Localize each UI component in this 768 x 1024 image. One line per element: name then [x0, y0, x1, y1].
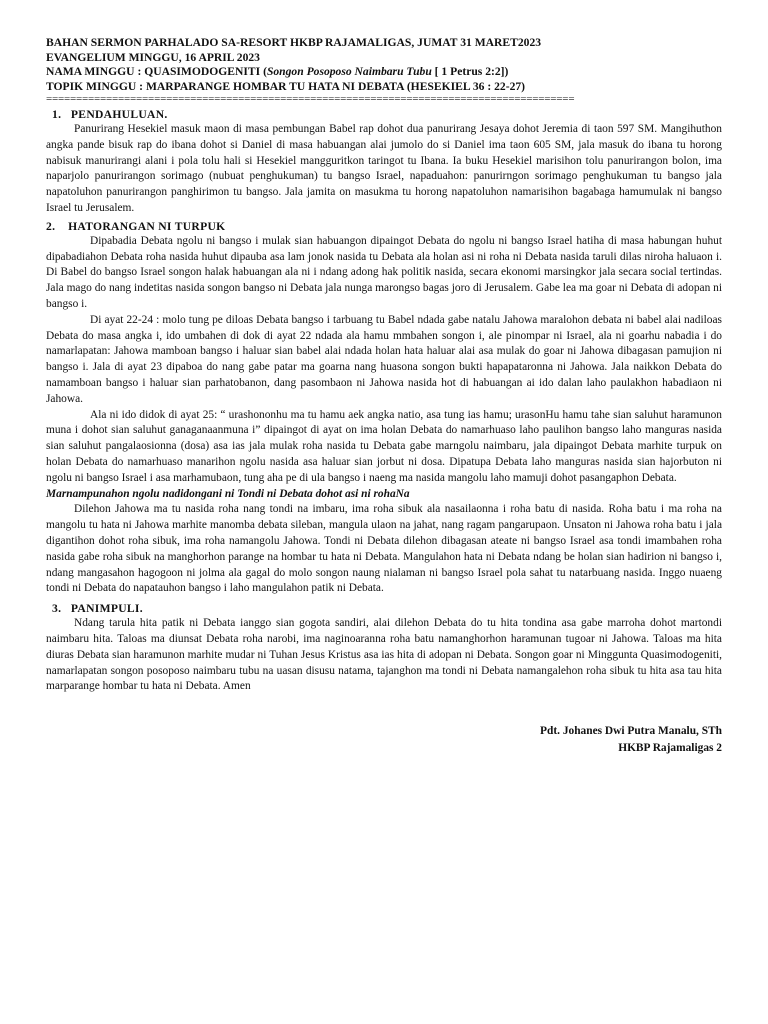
section-heading — [46, 107, 722, 122]
signature-block — [46, 723, 722, 757]
header-line-1: BAHAN SERMON PARHALADO SA-RESORT HKBP RAJAMALIGAS, JUMAT 31 MARET2023 — [46, 36, 542, 49]
section-title: PANIMPULI. — [70, 602, 143, 616]
section-pendahuluan — [46, 107, 722, 217]
signature-church: HKBP Rajamaligas 2 — [618, 742, 722, 755]
paragraph: Ala ni ido didok di ayat 25: “ urashononhu ma tu hamu aek angka natio, asa tung ias hamu; urasonHu hamu tahe sian saluhut haramunon muna i dohot sian saluhut ganaganaanmuna i” dipaingot di ayat on ima holan Debata do namarhuaso laho paulihon bangso laho manguras nasida sian saluhut pangalaosionna (dosa) asa ias jala mulak roha nasida tu Debata gabe marngolu naimbaru, jala dipaingot Debata marhite turpuk on holan Debata do namarhuaso manarihon ngolu nasida asa haluar sian jorbut ni dosa. Dipatupa Debata laho manguras nasida sian hajorbuton ni ngolu ni bangso Israel i asa marhamubaon, tung aha pe di ula bangso i naeng ma nasida mangolu laho mamuji dohot pasangaphon Debata. — [46, 408, 722, 484]
signature-name: Pdt. Johanes Dwi Putra Manalu, STh — [540, 725, 722, 738]
header-line-3 — [46, 65, 722, 80]
section-number: 2. — [46, 219, 56, 233]
paragraph: Dilehon Jahowa ma tu nasida roha nang tondi na imbaru, ima roha sibuk ala nasailaonna i roha batu di nasida. Roha batu i ma roha na mangolu tu hata ni Jahowa marhite manomba debata sileban, mangula ulaon na jahat, nang ragam pangarupaon. Unsaton ni Jahowa roha batu i jala digantihon dohot roha sibuk, ima roha namangolu Jahowa. Tondi ni Debata dilehon dibagasan ateate ni bangso Israel asa tondi imambahen roha nasida gabe roha sibuk na manghorhon parange na hombar tu hata ni Debata. Mangulahon hata ni Debata ndang be holan sian hadirion ni bangso i, ndang mangasahon hagogoon ni jolma ala gagal do molo songon naung nialaman ni bangso Israel pola sahat tu natarbuang nasida. Inggo nuaeng tondi ni Debata do napatauhon bangso i laho mangulahon patik ni Debata. — [46, 503, 722, 595]
section-title: PENDAHULUAN. — [70, 108, 168, 121]
subheading: Marnampunahon ngolu nadidongani ni Tondi ni Debata dohot asi ni rohaNa — [46, 487, 410, 500]
paragraph: Panurirang Hesekiel masuk maon di masa pembungan Babel rap dohot dua panurirang Jesaya dohot Jeremia di taon 597 SM. Mangihuthon angka pande bisuk rap do ibana dohot si Daniel di masa habuangan alai jumolo do si Daniel ima taon 605 SM, jala masuk do ibana tu horong nabisuk manurirangi alani i pola tolu hali si Hesekiel mangguritkon taringot tu Ibana. Ia buku Hesekiel marisihon tolu panurirangon bolon, ima naparjolo panurirangon sorimago (nubuat penghukuman) tu bangso Israel, napaduahon: panurirngon sorimago penghukuman tu bangso jala napatoluhon panurirangon panghirimon tu bangso. Jala jamita on masukma tu horong napatoluhon namarisihon bagabaga hamumulak ni bangso Israel tu Jerusalem. — [46, 123, 722, 214]
section-heading — [46, 601, 722, 616]
header-line-2: EVANGELIUM MINGGU, 16 APRIL 2023 — [46, 50, 260, 64]
header-line-3-end: [ 1 Petrus 2:2]) — [431, 65, 509, 78]
header-line-3-italic: Songon Posoposo Naimbaru Tubu — [266, 65, 432, 78]
document-header — [46, 36, 722, 105]
section-number: 3. — [52, 602, 62, 616]
section-number: 1. — [52, 108, 62, 121]
paragraph: Di ayat 22-24 : molo tung pe diloas Debata bangso i tarbuang tu Babel ndada gabe natalu Jahowa maralohon debata ni babel alai nadiloas Debata do masa angka i, ido umbahen di dok di ayat 22 ndada ala hamu mmbahen songon i, ale pinompar ni Israel, ala ni goarhu nabadia i do namarlapatan: Jahowa mamboan bangso i haluar sian babel alai ndada holan hata haluar alai asa mulak do goar ni Jahowa dibagasan pamujion ni bangso i. Jala di ayat 23 dipaboa do nang gabe patar ma goarna nang huasona songon bukti hapapataronna ni Jahowa. Jala naikkon Debata do namamboan bangso i haluar sian parhatobanon, dang pasombaon ni Jahowa nasida hot di habuangan ai ido dalan laho paulakhon habadiaon ni Jahowa. — [46, 313, 722, 405]
section-title: HATORANGAN NI TURPUK — [68, 219, 226, 233]
paragraph: Dipabadia Debata ngolu ni bangso i mulak sian habuangon dipaingot Debata do ngolu ni bangso Israel hatiha di masa habungan huhut dipabadiahon Debata roha nasida huhut dipauba asa lam jonok nasida tu Debata ala holan asi ni roha ni Debata nasida taruli dilas niroha haluaon i. Di Babel do bangso Israel songon halak habuangan ala ni i ndang adong hak politik nasida, secara ekonomi marsingkor jala secara social tertindas. Jala mago do nang indetitas nasida songon bangso ni Debata jala nunga marongso bagas joro di Jerusalem. Gabe lea ma goar ni Debata di adopan ni bangso i. — [46, 234, 722, 310]
section-panimpuli — [46, 601, 722, 695]
section-hatorangan — [46, 219, 722, 597]
header-line-4: TOPIK MINGGU : MARPARANGE HOMBAR TU HATA NI DEBATA (HESEKIEL 36 : 22-27) — [46, 79, 526, 93]
header-line-3-label: NAMA MINGGU : QUASIMODOGENITI ( — [46, 65, 267, 78]
section-heading — [46, 219, 722, 234]
header-separator: ======================================================================================== — [46, 94, 575, 105]
paragraph: Ndang tarula hita patik ni Debata ianggo sian gogota sandiri, alai dilehon Debata do tu hita tondina asa gabe marroha dohot martondi naimbaru hita. Taloas ma diunsat Debata roha narobi, ima naginoaranna roha batu namanghorhon haramunan tugoar ni Jahowa. Taloas ma hita diuras Debata sian haramunon marhite mudar ni Tuhan Jesus Kristus asa ias hita di adopan ni Debata. Songon goar ni Mingguntа Quasimodogeniti, namarlapatan songon posoposo naimbaru tubu na uasan disusu natama, tajanghon ma tondi ni Debata namangalehon roha sibuk tu hita asa tau hita marparange hombar tu hata ni Debata. Amen — [46, 617, 722, 693]
